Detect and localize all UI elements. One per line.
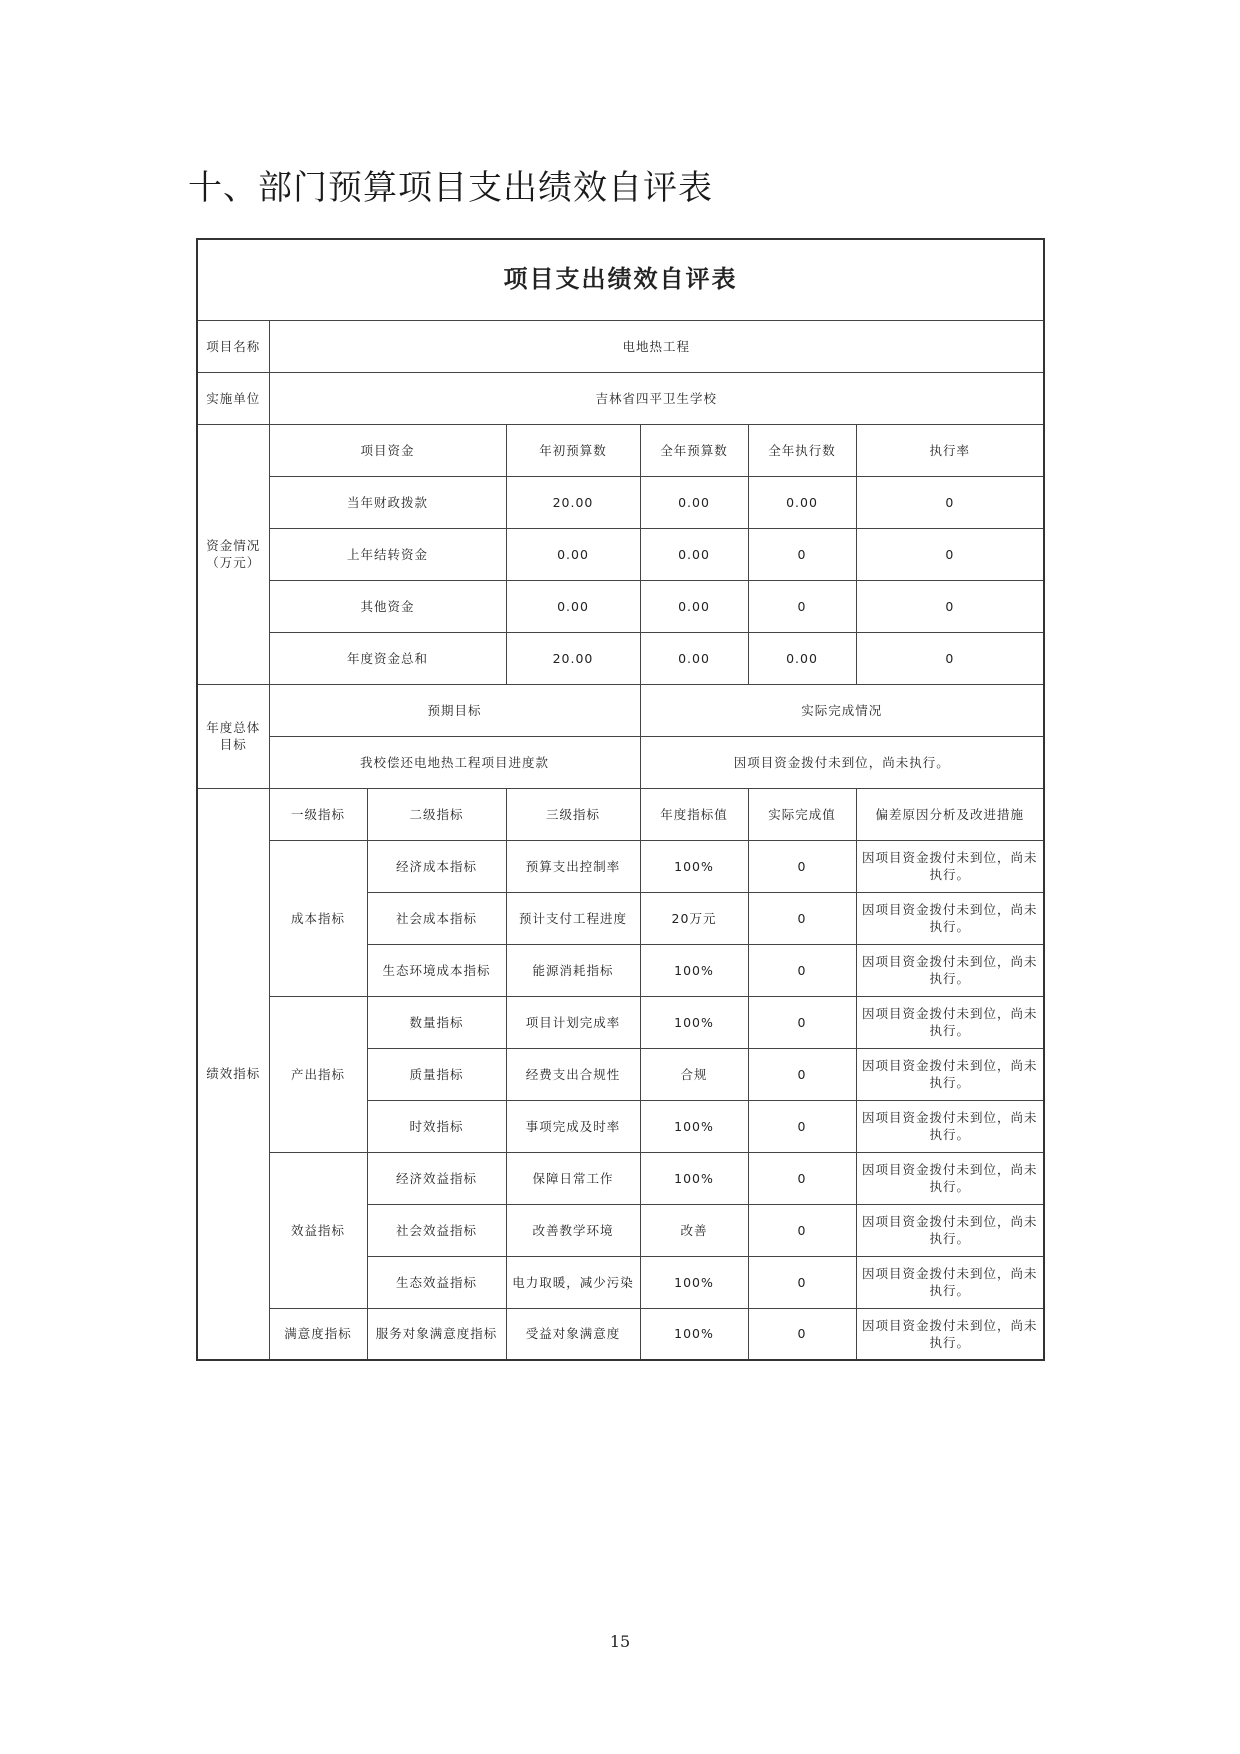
funds-header: 全年预算数 — [640, 424, 748, 476]
page-number: 15 — [609, 1632, 631, 1651]
funds-cell: 当年财政拨款 — [269, 476, 506, 528]
level3-indicator: 电力取暖，减少污染 — [506, 1256, 640, 1308]
goal-label: 年度总体目标 — [197, 684, 269, 788]
form-title-row — [197, 239, 1044, 320]
level2-indicator: 时效指标 — [367, 1100, 506, 1152]
level3-indicator: 经费支出合规性 — [506, 1048, 640, 1100]
level2-indicator: 社会成本指标 — [367, 892, 506, 944]
level2-indicator: 经济效益指标 — [367, 1152, 506, 1204]
annual-target-value: 20万元 — [640, 892, 748, 944]
actual-value: 0 — [748, 892, 856, 944]
goal-expected-header: 预期目标 — [269, 684, 640, 736]
annual-target-value: 100% — [640, 944, 748, 996]
funds-cell: 0.00 — [506, 580, 640, 632]
funds-cell: 0 — [856, 580, 1044, 632]
actual-value: 0 — [748, 1100, 856, 1152]
level2-indicator: 数量指标 — [367, 996, 506, 1048]
funds-cell: 0 — [748, 580, 856, 632]
deviation-reason: 因项目资金拨付未到位，尚未执行。 — [856, 1048, 1044, 1100]
funds-header: 全年执行数 — [748, 424, 856, 476]
unit-value: 吉林省四平卫生学校 — [269, 372, 1044, 424]
funds-row — [197, 528, 1044, 580]
funds-cell: 0.00 — [640, 632, 748, 684]
form-title: 项目支出绩效自评表 — [197, 239, 1044, 320]
performance-header: 一级指标 — [269, 788, 367, 840]
deviation-reason: 因项目资金拨付未到位，尚未执行。 — [856, 1100, 1044, 1152]
funds-cell: 0.00 — [640, 476, 748, 528]
performance-row — [197, 996, 1044, 1048]
actual-value: 0 — [748, 840, 856, 892]
performance-header-row — [197, 788, 1044, 840]
actual-value: 0 — [748, 1308, 856, 1360]
project-name-value: 电地热工程 — [269, 320, 1044, 372]
actual-value: 0 — [748, 1204, 856, 1256]
goal-row — [197, 736, 1044, 788]
deviation-reason: 因项目资金拨付未到位，尚未执行。 — [856, 1256, 1044, 1308]
funds-header-row — [197, 424, 1044, 476]
annual-target-value: 100% — [640, 1100, 748, 1152]
level1-indicator: 满意度指标 — [269, 1308, 367, 1360]
performance-header: 偏差原因分析及改进措施 — [856, 788, 1044, 840]
performance-label: 绩效指标 — [197, 788, 269, 1360]
performance-header: 三级指标 — [506, 788, 640, 840]
funds-row — [197, 476, 1044, 528]
project-name-label: 项目名称 — [197, 320, 269, 372]
deviation-reason: 因项目资金拨付未到位，尚未执行。 — [856, 1308, 1044, 1360]
funds-row — [197, 632, 1044, 684]
actual-value: 0 — [748, 996, 856, 1048]
performance-row — [197, 840, 1044, 892]
funds-cell: 20.00 — [506, 632, 640, 684]
funds-cell: 0 — [748, 528, 856, 580]
funds-cell: 0 — [856, 476, 1044, 528]
funds-cell: 0 — [856, 632, 1044, 684]
annual-target-value: 100% — [640, 1256, 748, 1308]
funds-cell: 年度资金总和 — [269, 632, 506, 684]
funds-cell: 上年结转资金 — [269, 528, 506, 580]
annual-target-value: 合规 — [640, 1048, 748, 1100]
deviation-reason: 因项目资金拨付未到位，尚未执行。 — [856, 1152, 1044, 1204]
annual-target-value: 100% — [640, 996, 748, 1048]
performance-row — [197, 1152, 1044, 1204]
performance-header: 实际完成值 — [748, 788, 856, 840]
deviation-reason: 因项目资金拨付未到位，尚未执行。 — [856, 892, 1044, 944]
level2-indicator: 质量指标 — [367, 1048, 506, 1100]
performance-self-evaluation-table — [196, 238, 1045, 1361]
funds-cell: 0.00 — [640, 580, 748, 632]
actual-value: 0 — [748, 944, 856, 996]
level2-indicator: 生态环境成本指标 — [367, 944, 506, 996]
annual-target-value: 100% — [640, 1308, 748, 1360]
level1-indicator: 产出指标 — [269, 996, 367, 1152]
performance-header: 年度指标值 — [640, 788, 748, 840]
level3-indicator: 保障日常工作 — [506, 1152, 640, 1204]
unit-label: 实施单位 — [197, 372, 269, 424]
level2-indicator: 生态效益指标 — [367, 1256, 506, 1308]
goal-actual-header: 实际完成情况 — [640, 684, 1044, 736]
goal-header-row — [197, 684, 1044, 736]
level3-indicator: 预算支出控制率 — [506, 840, 640, 892]
funds-cell: 0 — [856, 528, 1044, 580]
level2-indicator: 经济成本指标 — [367, 840, 506, 892]
deviation-reason: 因项目资金拨付未到位，尚未执行。 — [856, 996, 1044, 1048]
annual-target-value: 100% — [640, 840, 748, 892]
funds-cell: 其他资金 — [269, 580, 506, 632]
funds-cell: 0.00 — [506, 528, 640, 580]
annual-target-value: 改善 — [640, 1204, 748, 1256]
level3-indicator: 项目计划完成率 — [506, 996, 640, 1048]
goal-actual: 因项目资金拨付未到位，尚未执行。 — [640, 736, 1044, 788]
level1-indicator: 效益指标 — [269, 1152, 367, 1308]
level1-indicator: 成本指标 — [269, 840, 367, 996]
level3-indicator: 事项完成及时率 — [506, 1100, 640, 1152]
actual-value: 0 — [748, 1152, 856, 1204]
funds-header: 项目资金 — [269, 424, 506, 476]
deviation-reason: 因项目资金拨付未到位，尚未执行。 — [856, 1204, 1044, 1256]
funds-header: 年初预算数 — [506, 424, 640, 476]
actual-value: 0 — [748, 1048, 856, 1100]
unit-row — [197, 372, 1044, 424]
funds-cell: 0.00 — [748, 476, 856, 528]
actual-value: 0 — [748, 1256, 856, 1308]
level3-indicator: 改善教学环境 — [506, 1204, 640, 1256]
funds-label: 资金情况（万元） — [197, 424, 269, 684]
page-heading: 十、部门预算项目支出绩效自评表 — [188, 168, 713, 208]
level3-indicator: 预计支付工程进度 — [506, 892, 640, 944]
funds-cell: 0.00 — [640, 528, 748, 580]
level2-indicator: 社会效益指标 — [367, 1204, 506, 1256]
deviation-reason: 因项目资金拨付未到位，尚未执行。 — [856, 944, 1044, 996]
level3-indicator: 受益对象满意度 — [506, 1308, 640, 1360]
funds-cell: 0.00 — [748, 632, 856, 684]
funds-row — [197, 580, 1044, 632]
performance-row — [197, 1308, 1044, 1360]
level3-indicator: 能源消耗指标 — [506, 944, 640, 996]
funds-header: 执行率 — [856, 424, 1044, 476]
level2-indicator: 服务对象满意度指标 — [367, 1308, 506, 1360]
performance-header: 二级指标 — [367, 788, 506, 840]
annual-target-value: 100% — [640, 1152, 748, 1204]
goal-expected: 我校偿还电地热工程项目进度款 — [269, 736, 640, 788]
project-name-row — [197, 320, 1044, 372]
funds-cell: 20.00 — [506, 476, 640, 528]
deviation-reason: 因项目资金拨付未到位，尚未执行。 — [856, 840, 1044, 892]
